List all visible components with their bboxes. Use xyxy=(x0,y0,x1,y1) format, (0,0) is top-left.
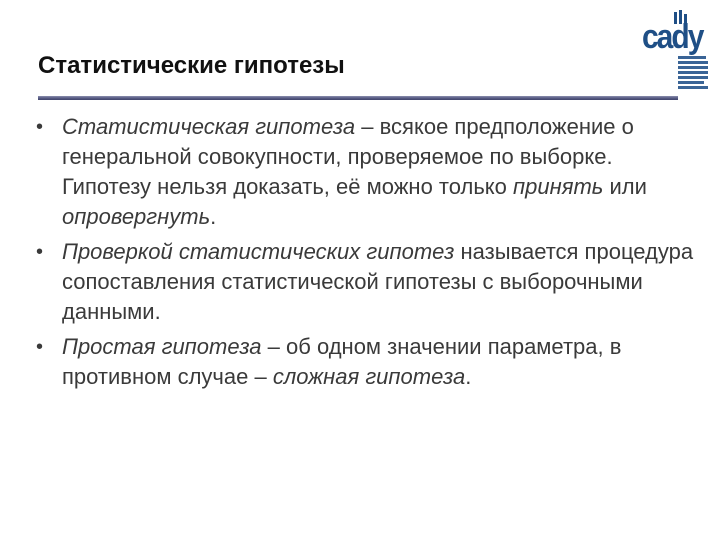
bullet-part: Статистическая гипотеза xyxy=(62,114,356,139)
bullet-part: – об одном значении параметра, в противном случае – xyxy=(62,334,622,389)
bullet-list xyxy=(36,112,696,397)
bullet-part: или xyxy=(603,174,647,199)
bullet-part: называется процедура сопоставления статистической гипотезы с выборочными данными. xyxy=(62,239,694,324)
logo-wordmark: cady xyxy=(642,18,703,56)
bullet-part: – всякое предположение о генеральной совокупности, проверяемое по выборке. Гипотезу нельзя доказать, её можно только xyxy=(62,114,634,199)
bullet-part: сложная гипотеза xyxy=(272,364,466,389)
bullet-item xyxy=(36,112,696,232)
university-logo xyxy=(642,8,702,93)
title-divider xyxy=(38,96,678,100)
bullet-item xyxy=(36,237,696,327)
bullet-text xyxy=(62,237,696,327)
bullet-part: . xyxy=(210,204,217,229)
bullet-part: Простая гипотеза xyxy=(62,334,262,359)
bullet-part: . xyxy=(465,364,472,389)
logo-caption-lines xyxy=(678,56,708,91)
bullet-text xyxy=(62,332,696,392)
bullet-text xyxy=(62,112,696,232)
slide-title: Статистические гипотезы xyxy=(38,52,345,79)
bullet-marker-icon: • xyxy=(36,336,44,358)
bullet-part: опровергнуть xyxy=(62,204,211,229)
bullet-marker-icon: • xyxy=(36,241,44,263)
bullet-item xyxy=(36,332,696,392)
bullet-marker-icon: • xyxy=(36,116,44,138)
bullet-part: Проверкой статистических гипотез xyxy=(62,239,455,264)
bullet-part: принять xyxy=(513,174,604,199)
